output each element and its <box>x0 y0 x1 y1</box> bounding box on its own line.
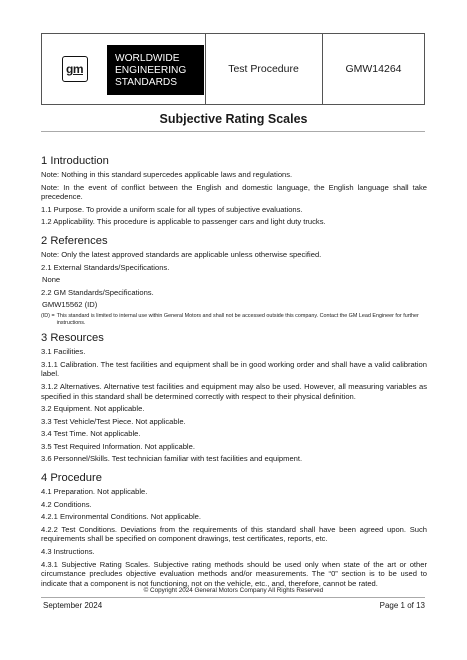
paragraph: 3.1.2 Alternatives. Alternative test facilities and equipment may also be used. However, all measuring variables as specified in this standard shall be determined correctly with respect to their physical definition. <box>41 381 427 401</box>
paragraph: 1.1 Purpose. To provide a uniform scale for all types of subjective evaluations. <box>41 204 303 214</box>
paragraph: 4.3.1 Subjective Rating Scales. Subjective rating methods should be used only when state of the art or other circumstance precludes objective evaluation methods and/or measurements. The “0” section is to be used to indicate that a component is not functioning, not on the vehicle, etc., and, therefore, cannot be rated. <box>41 559 427 588</box>
paragraph: 3.5 Test Required Information. Not applicable. <box>41 441 195 451</box>
paragraph: 4.2 Conditions. <box>41 499 92 509</box>
paragraph: Note: Nothing in this standard supercedes applicable laws and regulations. <box>41 170 293 179</box>
paragraph: 2.1 External Standards/Specifications. <box>41 262 170 272</box>
paragraph: 4.3 Instructions. <box>41 547 95 557</box>
paragraph: Note: Only the latest approved standards are applicable unless otherwise specified. <box>41 249 322 259</box>
paragraph: GMW15562 (ID) <box>42 300 98 310</box>
logo-cell <box>42 34 107 104</box>
page-title: Subjective Rating Scales <box>159 112 308 126</box>
section-heading: 2 References <box>41 234 108 247</box>
standards-line: STANDARDS <box>115 77 178 88</box>
paragraph: 3.1 Facilities. <box>41 347 86 357</box>
paragraph: Note: In the event of conflict between the English and domestic language, the English language shall take precedence. <box>41 182 427 202</box>
paragraph: 4.1 Preparation. Not applicable. <box>41 487 148 497</box>
doc-number: GMW14264 <box>345 63 402 75</box>
gm-logo-icon <box>62 56 88 82</box>
paragraph: None <box>42 275 61 285</box>
paragraph: 3.4 Test Time. Not applicable. <box>41 429 141 439</box>
gm-logo-text: gm <box>66 62 83 76</box>
standards-banner <box>107 45 204 95</box>
paragraph: 3.6 Personnel/Skills. Test technician familiar with test facilities and equipment. <box>41 454 303 464</box>
footer-date: September 2024 <box>43 601 103 610</box>
title-rule <box>41 131 425 132</box>
document-body <box>41 155 427 591</box>
paragraph: 2.2 GM Standards/Specifications. <box>41 287 154 297</box>
standards-line: ENGINEERING <box>115 65 187 76</box>
section-heading: 1 Introduction <box>41 155 109 167</box>
paragraph: 4.2.1 Environmental Conditions. Not applicable. <box>41 512 201 522</box>
paragraph: 4.2.2 Test Conditions. Deviations from the requirements of this standard shall have been agreed upon. Such requirements shall be specified on component drawings, test certificates, reports, etc. <box>41 524 427 544</box>
doc-type: Test Procedure <box>228 63 299 75</box>
standards-line: WORLDWIDE <box>115 53 180 64</box>
section-heading: 3 Resources <box>41 332 104 345</box>
footer-rule <box>41 597 425 598</box>
page-number: Page 1 of 13 <box>379 601 425 610</box>
footnote-key: (ID) = <box>41 312 55 319</box>
paragraph: 3.3 Test Vehicle/Test Piece. Not applicable. <box>41 416 186 426</box>
footnote <box>41 313 427 326</box>
copyright-notice: © Copyright 2024 General Motors Company All Rights Reserved <box>143 587 324 594</box>
footnote-text: This standard is limited to internal use within General Motors and shall not be accessed outside this company. Contact the GM Lead Engineer for further instructions. <box>56 312 419 326</box>
paragraph: 1.2 Applicability. This procedure is applicable to passenger cars and light duty trucks. <box>41 217 326 227</box>
section-heading: 4 Procedure <box>41 472 102 485</box>
document-header <box>41 33 425 105</box>
paragraph: 3.2 Equipment. Not applicable. <box>41 404 145 414</box>
paragraph: 3.1.1 Calibration. The test facilities and equipment shall be in good working order and shall have a valid calibration label. <box>41 359 427 379</box>
